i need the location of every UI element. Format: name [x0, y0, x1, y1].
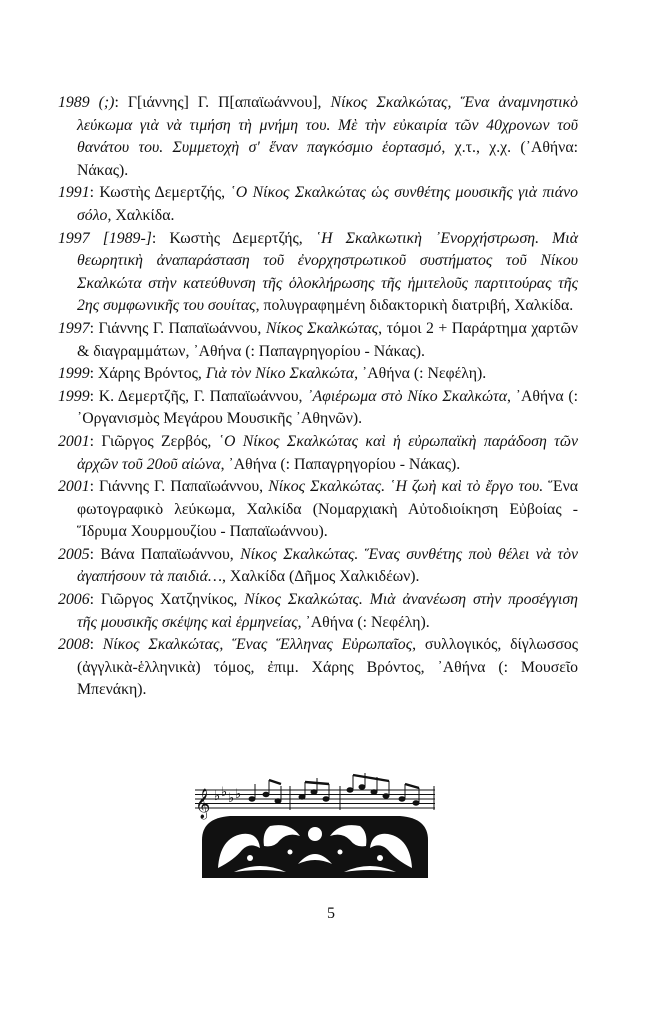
entry-title: ῾Ο Νίκος Σκαλκώτας καὶ ἡ εὐρωπαϊκὴ παράδοση τῶν ἀρχῶν τοῦ 20οῦ αἰώνα	[77, 432, 578, 473]
entry-details: , ᾿Αθήνα (: ᾿Οργανισμὸς Μεγάρου Μουσικῆς ᾿Αθηνῶν).	[77, 387, 578, 428]
entry-title: ᾿Αφιέρωμα στὸ Νίκο Σκαλκώτα	[307, 387, 508, 405]
entry-details: , χ.τ., χ.χ. (᾿Αθήνα: Νάκας).	[77, 139, 578, 179]
svg-text:𝄞: 𝄞	[195, 789, 211, 819]
ornamental-arch	[202, 816, 428, 878]
entry-details: , ᾿Αθήνα (: Παπαγρηγορίου - Νάκας).	[220, 455, 461, 473]
entry-details: , ᾿Αθήνα (: Νεφέλη).	[354, 365, 487, 383]
entry-year: 1997 [1989-]	[58, 229, 152, 247]
entry-author: : Γιάννης Γ. Παπαϊωάννου,	[89, 319, 266, 337]
entry-details: , Χαλκίδα.	[107, 206, 175, 224]
bibliography-list	[58, 92, 578, 702]
entry-year: 1999	[58, 365, 90, 383]
entry-year: 2005	[58, 545, 90, 563]
entry-author: :	[89, 636, 103, 654]
entry-title: Νίκος Σκαλκώτας	[265, 319, 379, 337]
bibliography-entry	[58, 544, 578, 589]
entry-author: : Χάρης Βρόντος,	[89, 365, 206, 383]
entry-year: 2001	[58, 478, 90, 496]
key-signature-flats	[214, 785, 241, 806]
bibliography-entry	[58, 476, 578, 544]
svg-text:♭: ♭	[235, 787, 242, 802]
entry-title: Νίκος Σκαλκώτας. Ἕνας συνθέτης ποὺ θέλει νὰ τὸν ἀγαπήσουν τὰ παιδιά…	[77, 545, 578, 586]
entry-author: : Κωστὴς Δεμερτζής,	[151, 229, 316, 247]
entry-details: , Χαλκίδα (Δῆμος Χαλκιδέων).	[222, 568, 420, 586]
entry-title: Νίκος Σκαλκώτας, Ἕνα ἀναμνηστικὸ λεύκωμα γιὰ νὰ τιμήση τὴ μνήμη του. Μὲ τὴν εὐκαιρία τῶν 40χρονων τοῦ θανάτου του. Συμμετοχὴ σ' ἕναν παγκόσμιο ἑορτασμό	[77, 94, 579, 157]
entry-title: ῾Η Σκαλκωτικὴ ᾿Ενορχήστρωση. Μιὰ θεωρητικὴ ἀναπαράσταση τοῦ ἐνορχηστρωτικοῦ συστήματος τοῦ Νίκου Σκαλκώτα στὴν κατεύθυνση τῆς ὁλοκλήρωσης τῆς ἡμιτελοῦς παρτιτούρας τῆς 2ης συμφωνικῆς του σουίτας	[77, 229, 578, 315]
entry-details: , τόμοι 2 + Παράρτημα χαρτῶν & διαγραμμάτων, ᾿Αθήνα (: Παπαγρηγορίου - Νάκας).	[77, 319, 578, 360]
entry-details: , ᾿Αθήνα (: Νεφέλη).	[297, 613, 430, 631]
bibliography-entry	[58, 386, 578, 431]
bibliography-entry	[58, 634, 578, 702]
svg-text:♭: ♭	[228, 791, 235, 806]
entry-details: , συλλογικός, δίγλωσσος (ἀγγλικὰ-ἑλληνικὰ) τόμος, ἐπιμ. Χάρης Βρόντος, ᾿Αθήνα (: Μουσεῖο Μπενάκη).	[77, 636, 579, 699]
svg-text:♭: ♭	[214, 789, 221, 804]
entry-title: ῾Ο Νίκος Σκαλκώτας ὡς συνθέτης μουσικῆς γιὰ πιάνο σόλο	[77, 184, 578, 224]
entry-author: : Κωστὴς Δεμερτζής,	[89, 184, 231, 202]
entry-author: : Βάνα Παπαϊωάννου,	[89, 545, 241, 563]
entry-title: Νίκος Σκαλκώτας. ῾Η ζωὴ καὶ τὸ ἔργο του.	[268, 478, 544, 496]
entry-author: : Κ. Δεμερτζῆς, Γ. Παπαϊωάννου,	[89, 387, 308, 405]
entry-details: Ἕνα φωτογραφικὸ λεύκωμα, Χαλκίδα (Νομαρχιακὴ Αὐτοδιοίκηση Εὐβοίας - Ἵδρυμα Χουρμουζίου - Παπαϊωάννου).	[77, 478, 578, 541]
entry-title: Νίκος Σκαλκώτας. Μιὰ ἀνανέωση στὴν προσέγγιση τῆς μουσικῆς σκέψης καὶ ἑρμηνείας	[77, 591, 578, 631]
bibliography-entry	[58, 589, 578, 634]
entry-year: 2008	[58, 636, 90, 654]
music-notes	[249, 773, 434, 810]
bibliography-entry	[58, 182, 578, 227]
entry-year: 1991	[58, 184, 90, 202]
bibliography-entry	[58, 92, 578, 182]
entry-year: 1999	[58, 387, 90, 405]
bibliography-entry	[58, 318, 578, 363]
entry-title: Νίκος Σκαλκώτας, Ἕνας Ἕλληνας Εὐρωπαῖος	[102, 636, 413, 654]
bibliography-entry	[58, 228, 578, 318]
entry-author: : Γιάννης Γ. Παπαϊωάννου,	[89, 478, 269, 496]
entry-year: 1989 (;)	[58, 94, 115, 111]
entry-author: : Γιῶργος Ζερβός,	[89, 432, 219, 450]
entry-year: 2001	[58, 432, 90, 450]
bibliography-entry	[58, 431, 578, 476]
entry-year: 2006	[58, 591, 90, 609]
treble-clef-icon	[195, 788, 210, 820]
entry-author: : Γ[ιάννης] Γ. Π[απαϊωάννου],	[114, 94, 331, 111]
music-ornament-vignette	[190, 768, 440, 888]
svg-text:♭: ♭	[221, 785, 228, 800]
page-number: 5	[327, 905, 335, 922]
entry-title: Γιὰ τὸν Νίκο Σκαλκώτα	[205, 365, 355, 383]
entry-details: , πολυγραφημένη διδακτορικὴ διατριβή, Χαλκίδα.	[255, 297, 574, 315]
entry-year: 1997	[58, 319, 90, 337]
entry-author: : Γιῶργος Χατζηνίκος,	[89, 591, 245, 609]
bibliography-entry	[58, 363, 578, 386]
